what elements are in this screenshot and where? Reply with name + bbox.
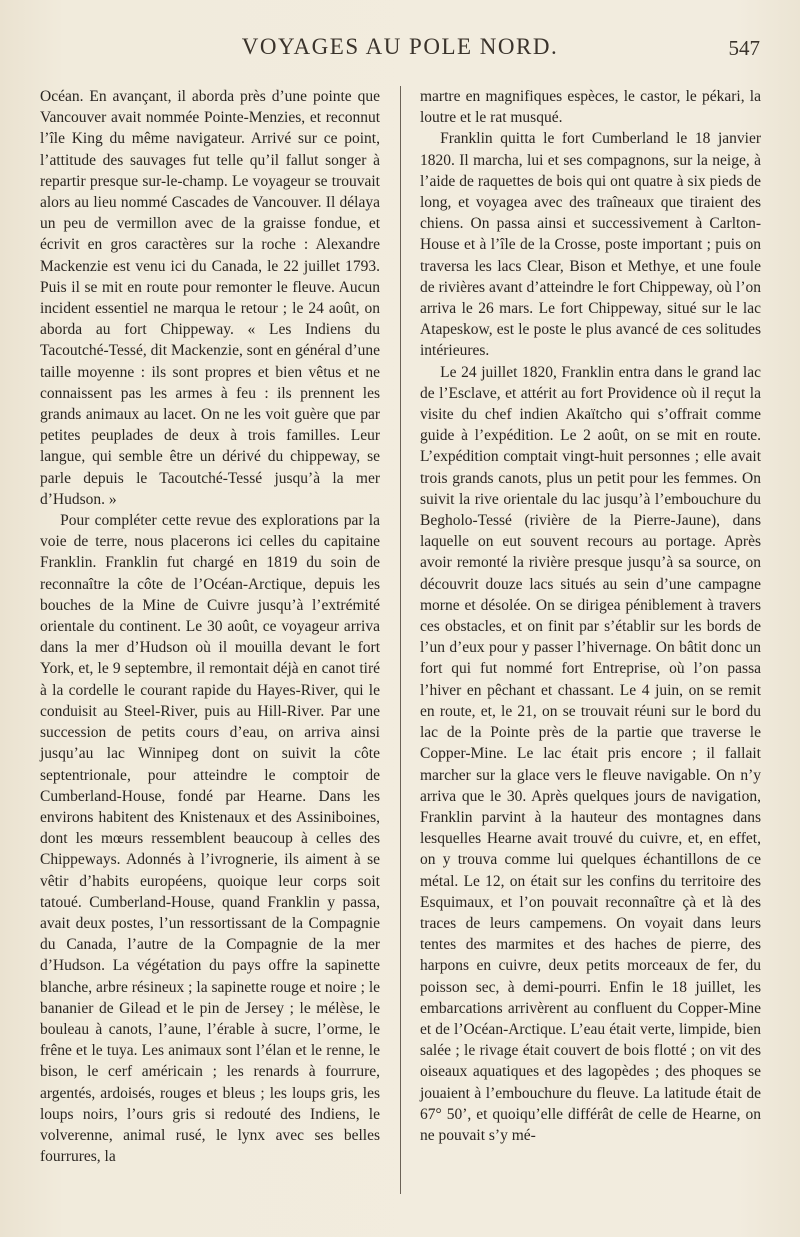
paragraph: Le 24 juillet 1820, Franklin entra dans le grand lac de l’Esclave, et attérit au fort Providence où il reçut la visite du chef indien Akaïtcho qui s’offrait comme guide à l’expédition. Le 2 août, on se mit en route. L’expédition comptait vingt-huit personnes ; elle avait trois grands canots, plus un petit pour les femmes. On suivit la rive orientale du lac jusqu’à l’embouchure du Begholo-Tessé (rivière de la Pierre-Jaune), dans laquelle on eut souvent recours au portage. Après avoir remonté la rivière presque jusqu’à sa source, on découvrit douze lacs situés au sein d’une campagne morne et désolée. On se dirigea péniblement à travers ces obstacles, et on finit par s’établir sur les bords de l’un d’eux pour y passer l’hivernage. On bâtit donc un fort qui fut nommé fort Entreprise, où l’on passa l’hiver en pêchant et chassant. Le 4 juin, on se remit en route, et, le 21, on se trouvait réuni sur le bord du lac de la Pointe près de la partie que traverse le Copper-Mine. Le lac était pris encore ; il fallait marcher sur la glace vers le fleuve navigable. On n’y arriva que le 30. Après quelques jours de navigation, Franklin parvint à la hauteur des montagnes dans lesquelles Hearne avait trouvé du cuivre, et, en effet, on y trouva comme lui quelques échantillons de ce métal. Le 12, on était sur les confins du territoire des Esquimaux, et l’on pouvait reconnaître çà et là des traces de leurs campemens. On voyait dans leurs tentes des marmites et des haches de pierre, des harpons en cuivre, deux petits morceaux de fer, du poisson sec, à demi-pourri. Enfin le 18 juillet, les embarcations arrivèrent au confluent du Copper-Mine et de l’Océan-Arctique. L’eau était verte, limpide, bien salée ; le rivage était couvert de bois flotté ; on vit des oiseaux aquatiques et des lagopèdes ; des phoques se jouaient à l’embouchure du fleuve. La latitude était de 67° 50’, et quoiqu’elle différât de celle de Hearne, on ne pouvait s’y mé-	[420, 363, 761, 1144]
running-title: VOYAGES AU POLE NORD.	[241, 34, 559, 59]
right-column	[420, 86, 761, 1146]
paragraph: Pour compléter cette revue des explorations par la voie de terre, nous placerons ici celles du capitaine Franklin. Franklin fut chargé en 1819 du soin de reconnaître la côte de l’Océan-Arctique, depuis les bouches de la Mine de Cuivre jusqu’à l’extrémité orientale du continent. Le 30 août, ce voyageur arriva dans la mer d’Hudson où il mouilla devant le fort York, et, le 9 septembre, il remontait déjà en canot tiré à la cordelle le courant rapide du Hayes-River, qui le conduisit au Steel-River, puis au Hill-River. Par une succession de petits cours d’eau, on arriva ainsi jusqu’au lac Winnipeg dont on suivit la côte septentrionale, pour atteindre le comptoir de Cumberland-House, fondé par Hearne. Dans les environs habitent des Knistenaux et des Assiniboines, dont les mœurs ressemblent beaucoup à celles des Chippeways. Adonnés à l’ivrognerie, ils aiment à se vêtir d’habits européens, quoique leur corps soit tatoué. Cumberland-House, quand Franklin y passa, avait deux postes, l’un ressortissant de la Compagnie du Canada, l’autre de la Compagnie de la mer d’Hudson. La végétation du pays offre la sapinette blanche, arbre résineux ; la sapinette rouge et noire ; le bananier de Gilead et le pin de Jersey ; le mélèse, le bouleau à canots, l’aune, l’érable à sucre, l’orme, le frêne et le tuya. Les animaux sont l’élan et le renne, le bison, le cerf américain ; les renards à fourrure, argentés, ardoisés, rouges et bleus ; les loups gris, les loups noirs, l’ours gris si redouté des Indiens, le volverenne, animal rusé, le lynx avec ses belles fourrures, la	[40, 512, 380, 1166]
left-column	[40, 86, 380, 1167]
page-number: 547	[728, 36, 760, 60]
running-head	[40, 34, 760, 62]
paragraph: martre en magnifiques espèces, le castor, le pékari, la loutre et le rat musqué.	[420, 88, 761, 127]
paragraph: Franklin quitta le fort Cumberland le 18 janvier 1820. Il marcha, lui et ses compagnons, sur la neige, à l’aide de raquettes de bois qui ont quatre à six pieds de long, et voyagea avec des traîneaux que tiraient des chiens. On passa ainsi et successivement à Carlton-House et à l’île de la Crosse, poste important ; puis on traversa les lacs Clear, Bison et Methye, et une foule de rivières avant d’atteindre le fort Chippeway, où l’on arriva le 26 mars. Le fort Chippeway, situé sur le lac Atapeskow, est le poste le plus avancé de ces solitudes intérieures.	[420, 130, 761, 360]
column-divider	[400, 86, 401, 1194]
paragraph: Océan. En avançant, il aborda près d’une pointe que Vancouver avait nommée Pointe-Menzies, et reconnut l’île King du même navigateur. Arrivé sur ce point, l’attitude des sauvages fut telle qu’il fallut songer à repartir presque sur-le-champ. Le voyageur se trouvait alors au lieu nommé Cascades de Vancouver. Il délaya un peu de vermillon avec de la graisse fondue, et écrivit en gros caractères sur la roche : Alexandre Mackenzie est venu ici du Canada, le 22 juillet 1793. Puis il se mit en route pour remonter le fleuve. Aucun incident essentiel ne marqua le retour ; le 24 août, on aborda au fort Chippeway. « Les Indiens du Tacoutché-Tessé, dit Mackenzie, sont en général d’une taille moyenne : ils sont propres et bien vêtus et ne connaissent pas les armes à feu : ils prennent les grands animaux au lacet. On ne les voit guère que par petites peuplades de deux à trois familles. Leur langue, qui semble être un dérivé du chippeway, se parle depuis le Tacoutché-Tessé jusqu’à la mer d’Hudson. »	[40, 88, 380, 508]
